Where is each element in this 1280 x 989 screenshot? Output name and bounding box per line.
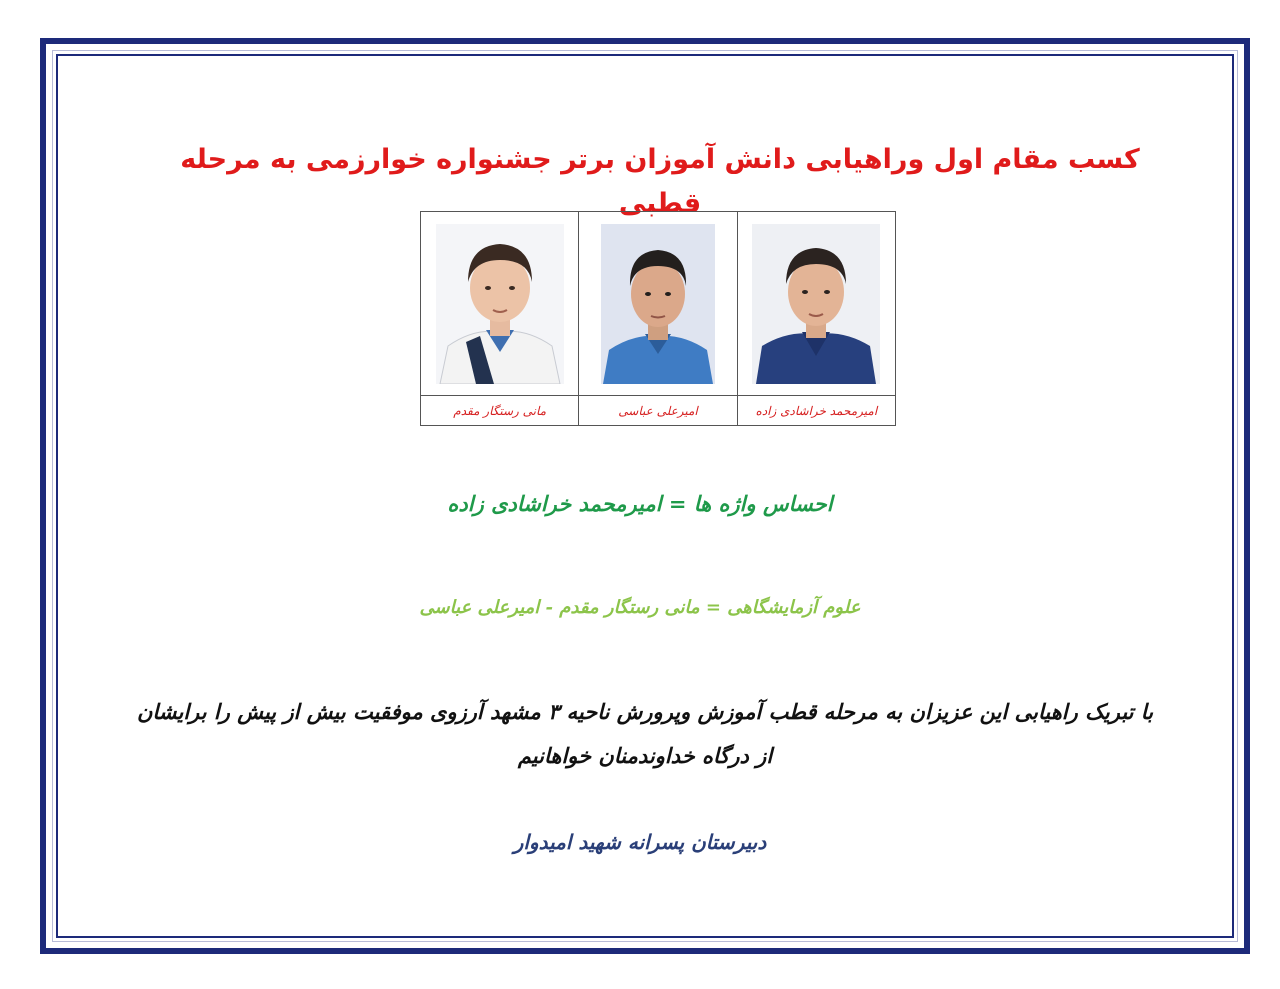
student-name: امیرعلی عباسی [618,403,698,418]
student-name: امیرمحمد خراشادی زاده [755,403,878,418]
student-photo [601,224,715,384]
eye [665,292,671,296]
school-name: دبیرستان پسرانه شهید امیدوار [513,830,767,854]
photo-frame [738,212,895,396]
page-title: کسب مقام اول وراهیابی دانش آموزان برتر جشنواره خوارزمی به مرحله قطبی [180,144,1140,219]
eye [509,286,515,290]
congratulations-text: با تبریک راهیابی این عزیزان به مرحله قطب آموزش وپرورش ناحیه ۳ مشهد آرزوی موفقیت بیش از پیش را برایشان از درگاه خداوندمنان خواهانیم [136,699,1154,768]
student-cell [737,212,895,425]
photo-frame [579,212,736,396]
student-cell [421,212,578,425]
eye [485,286,491,290]
eye [802,290,808,294]
eye [824,290,830,294]
student-photo-table [420,211,896,426]
photo-frame [421,212,578,396]
student-name: مانی رستگار مقدم [453,403,547,418]
student-photo [436,224,564,384]
student-cell [578,212,736,425]
eye [645,292,651,296]
olum-azmayeshgahi-line: علوم آزمایشگاهی = مانی رستگار مقدم - امیرعلی عباسی [419,597,861,618]
ehsas-vajeha-line: احساس واژه ها = امیرمحمد خراشادی زاده [447,491,833,516]
student-photo [752,224,880,384]
